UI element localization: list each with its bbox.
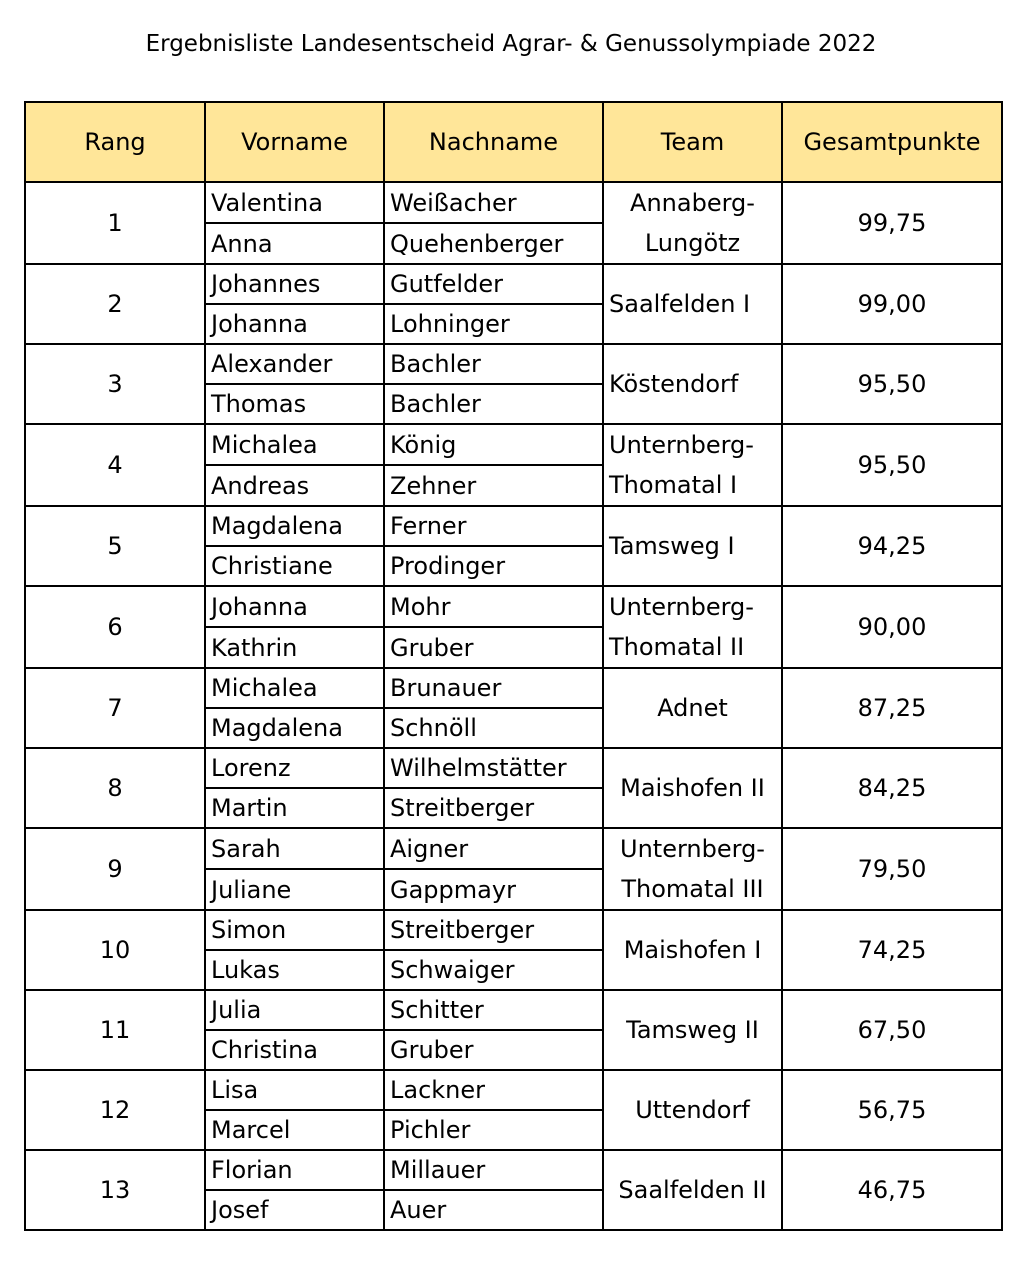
nachname-cell: Aigner xyxy=(384,828,603,869)
nachname-cell: Weißacher xyxy=(384,182,603,223)
team-name-line: Thomatal II xyxy=(609,633,745,661)
team-name-line: Annaberg- xyxy=(630,189,755,217)
team-name-line: Unternberg- xyxy=(609,431,754,459)
vorname-cell: Simon xyxy=(205,910,384,950)
nachname-cell: Pichler xyxy=(384,1110,603,1150)
vorname-cell: Michalea xyxy=(205,668,384,708)
team-name-line: Unternberg- xyxy=(620,835,765,863)
vorname-cell: Alexander xyxy=(205,344,384,384)
nachname-cell: Gruber xyxy=(384,1030,603,1070)
team-name-line: Tamsweg II xyxy=(626,1016,759,1044)
nachname-cell: Gruber xyxy=(384,627,603,668)
score-cell: 84,25 xyxy=(782,748,1002,828)
score-cell: 67,50 xyxy=(782,990,1002,1070)
table-row xyxy=(25,748,1002,788)
vorname-cell: Julia xyxy=(205,990,384,1030)
team-cell xyxy=(603,668,782,748)
team-cell xyxy=(603,990,782,1070)
vorname-cell: Florian xyxy=(205,1150,384,1190)
rank-cell: 12 xyxy=(25,1070,205,1150)
table-row xyxy=(25,182,1002,223)
rank-cell: 4 xyxy=(25,424,205,506)
vorname-cell: Michalea xyxy=(205,424,384,465)
vorname-cell: Johanna xyxy=(205,586,384,627)
nachname-cell: Mohr xyxy=(384,586,603,627)
vorname-cell: Christina xyxy=(205,1030,384,1070)
vorname-cell: Thomas xyxy=(205,384,384,424)
team-name-line: Maishofen II xyxy=(620,774,765,802)
team-name-line: Uttendorf xyxy=(635,1096,750,1124)
team-cell xyxy=(603,1070,782,1150)
nachname-cell: Quehenberger xyxy=(384,223,603,264)
table-row xyxy=(25,668,1002,708)
nachname-cell: Bachler xyxy=(384,384,603,424)
score-cell: 56,75 xyxy=(782,1070,1002,1150)
table-row xyxy=(25,990,1002,1030)
score-cell: 90,00 xyxy=(782,586,1002,668)
header-nachname: Nachname xyxy=(384,102,603,182)
nachname-cell: Brunauer xyxy=(384,668,603,708)
team-name-line: Thomatal I xyxy=(609,471,738,499)
vorname-cell: Marcel xyxy=(205,1110,384,1150)
vorname-cell: Sarah xyxy=(205,828,384,869)
vorname-cell: Andreas xyxy=(205,465,384,506)
team-cell xyxy=(603,264,782,344)
nachname-cell: Prodinger xyxy=(384,546,603,586)
vorname-cell: Lisa xyxy=(205,1070,384,1110)
team-cell xyxy=(603,586,782,668)
header-team: Team xyxy=(603,102,782,182)
score-cell: 74,25 xyxy=(782,910,1002,990)
table-row xyxy=(25,506,1002,546)
vorname-cell: Magdalena xyxy=(205,708,384,748)
rank-cell: 7 xyxy=(25,668,205,748)
nachname-cell: Lackner xyxy=(384,1070,603,1110)
rank-cell: 5 xyxy=(25,506,205,586)
vorname-cell: Valentina xyxy=(205,182,384,223)
vorname-cell: Anna xyxy=(205,223,384,264)
score-cell: 94,25 xyxy=(782,506,1002,586)
nachname-cell: Zehner xyxy=(384,465,603,506)
page-title: Ergebnisliste Landesentscheid Agrar- & Genussolympiade 2022 xyxy=(145,31,877,57)
team-name-line: Maishofen I xyxy=(623,936,762,964)
team-name-line: Unternberg- xyxy=(609,593,754,621)
rank-cell: 13 xyxy=(25,1150,205,1230)
team-name-line: Tamsweg I xyxy=(609,532,735,560)
rank-cell: 2 xyxy=(25,264,205,344)
team-name-line: Thomatal III xyxy=(621,875,764,903)
nachname-cell: Millauer xyxy=(384,1150,603,1190)
nachname-cell: Streitberger xyxy=(384,910,603,950)
team-cell xyxy=(603,1150,782,1230)
table-row xyxy=(25,1150,1002,1190)
score-cell: 79,50 xyxy=(782,828,1002,910)
table-row xyxy=(25,1070,1002,1110)
score-cell: 46,75 xyxy=(782,1150,1002,1230)
team-cell xyxy=(603,344,782,424)
score-cell: 99,00 xyxy=(782,264,1002,344)
table-row xyxy=(25,344,1002,384)
team-cell xyxy=(603,910,782,990)
header-row xyxy=(25,102,1002,182)
rank-cell: 3 xyxy=(25,344,205,424)
team-cell xyxy=(603,506,782,586)
rank-cell: 9 xyxy=(25,828,205,910)
table-row xyxy=(25,828,1002,869)
rank-cell: 1 xyxy=(25,182,205,264)
rank-cell: 10 xyxy=(25,910,205,990)
rank-cell: 6 xyxy=(25,586,205,668)
team-cell xyxy=(603,828,782,910)
vorname-cell: Lukas xyxy=(205,950,384,990)
nachname-cell: Gutfelder xyxy=(384,264,603,304)
vorname-cell: Josef xyxy=(205,1190,384,1230)
vorname-cell: Juliane xyxy=(205,869,384,910)
nachname-cell: König xyxy=(384,424,603,465)
rank-cell: 8 xyxy=(25,748,205,828)
vorname-cell: Kathrin xyxy=(205,627,384,668)
nachname-cell: Schwaiger xyxy=(384,950,603,990)
nachname-cell: Lohninger xyxy=(384,304,603,344)
nachname-cell: Schitter xyxy=(384,990,603,1030)
score-cell: 95,50 xyxy=(782,424,1002,506)
team-name-line: Lungötz xyxy=(644,229,741,257)
nachname-cell: Wilhelmstätter xyxy=(384,748,603,788)
team-cell xyxy=(603,424,782,506)
vorname-cell: Lorenz xyxy=(205,748,384,788)
rank-cell: 11 xyxy=(25,990,205,1070)
nachname-cell: Schnöll xyxy=(384,708,603,748)
nachname-cell: Auer xyxy=(384,1190,603,1230)
team-name-line: Köstendorf xyxy=(609,370,739,398)
nachname-cell: Gappmayr xyxy=(384,869,603,910)
score-cell: 95,50 xyxy=(782,344,1002,424)
team-name-line: Adnet xyxy=(657,694,728,722)
table-row xyxy=(25,424,1002,465)
nachname-cell: Streitberger xyxy=(384,788,603,828)
vorname-cell: Magdalena xyxy=(205,506,384,546)
team-name-line: Saalfelden II xyxy=(618,1176,767,1204)
vorname-cell: Johanna xyxy=(205,304,384,344)
table-row xyxy=(25,264,1002,304)
results-table xyxy=(24,101,1003,1231)
header-vorname: Vorname xyxy=(205,102,384,182)
score-cell: 87,25 xyxy=(782,668,1002,748)
team-cell xyxy=(603,182,782,264)
nachname-cell: Bachler xyxy=(384,344,603,384)
vorname-cell: Johannes xyxy=(205,264,384,304)
team-name-line: Saalfelden I xyxy=(609,290,751,318)
header-rang: Rang xyxy=(25,102,205,182)
score-cell: 99,75 xyxy=(782,182,1002,264)
nachname-cell: Ferner xyxy=(384,506,603,546)
table-row xyxy=(25,586,1002,627)
vorname-cell: Martin xyxy=(205,788,384,828)
vorname-cell: Christiane xyxy=(205,546,384,586)
team-cell xyxy=(603,748,782,828)
header-gesamtpunkte: Gesamtpunkte xyxy=(782,102,1002,182)
results-body xyxy=(25,182,1002,1230)
table-row xyxy=(25,910,1002,950)
